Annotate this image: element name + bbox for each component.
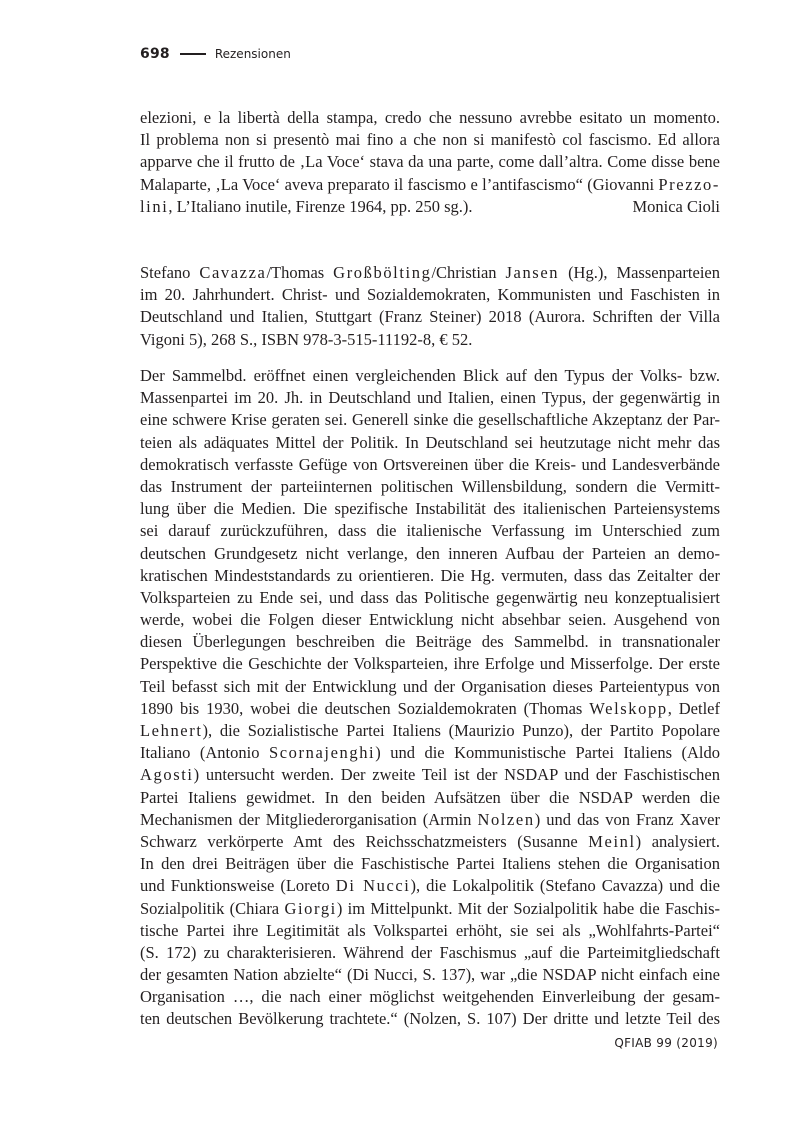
citation-line: im 20. Jahrhundert. Christ- und Sozialdemokraten, Kommunisten und Faschisten in — [140, 285, 720, 305]
journal-footer: QFIAB 99 (2019) — [614, 1036, 718, 1050]
body-line: tische Partei ihre Legitimität als Volkspartei erhöht, sie sei als „Wohlfahrts-Partei“ — [140, 920, 720, 940]
text-line: Il problema non si presentò mai fino a che non si manifestò col fascismo. Ed allora — [140, 130, 720, 150]
body-line: und Funktionsweise (Loreto Di Nucci), die Lokalpolitik (Stefano Cavazza) und die — [140, 876, 720, 896]
body-line: Sozialpolitik (Chiara Giorgi) im Mittelpunkt. Mit der Sozialpolitik habe die Faschis- — [140, 898, 720, 918]
body-line: 1890 bis 1930, wobei die deutschen Sozialdemokraten (Thomas Welskopp, Detlef — [140, 698, 720, 718]
section-title: Rezensionen — [214, 47, 291, 61]
body-line: diesen Überlegungen beschreiben die Beiträge des Sammelbd. in transnationaler — [140, 632, 720, 652]
previous-review-ending — [140, 107, 720, 218]
body-line: Teil befasst sich mit der Entwicklung und der Organisation dieses Parteientypus von — [140, 676, 720, 696]
text-line: apparve che il frutto de ‚La Voce‘ stava da una parte, come dall’altra. Come disse bene — [140, 152, 720, 172]
citation-line: Stefano Cavazza/Thomas Großbölting/Christian Jansen (Hg.), Massenparteien — [140, 263, 720, 282]
body-line: der gesamten Nation abzielte“ (Di Nucci, S. 137), war „die NSDAP nicht einfach eine — [140, 965, 720, 985]
review-author: Monica Cioli — [632, 196, 720, 216]
header-rule — [180, 53, 206, 55]
body-line: sei darauf zurückzuführen, dass die italienische Verfassung im Unterschied zum — [140, 521, 720, 541]
book-citation — [140, 262, 720, 351]
text-line: Malaparte, ‚La Voce‘ aveva preparato il fascismo e l’antifascismo“ (Giovanni Prezzo- — [140, 174, 720, 194]
citation-line: Vigoni 5), 268 S., ISBN 978-3-515-11192-8, € 52. — [140, 329, 473, 349]
text-line: elezioni, e la libertà della stampa, credo che nessuno avrebbe esitato un momento. — [140, 108, 720, 127]
body-line: Italiano (Antonio Scornajenghi) und die Kommunistische Partei Italiens (Aldo — [140, 743, 720, 763]
body-line: Volksparteien zu Ende sei, und dass das Politische gegenwärtig neu konzeptualisiert — [140, 587, 720, 607]
body-line: Agosti) untersucht werden. Der zweite Teil ist der NSDAP und der Faschistischen — [140, 765, 720, 785]
body-line: Organisation …, die nach einer möglichst weitgehenden Einverleibung der gesam- — [140, 987, 720, 1007]
body-line: Partei Italiens gewidmet. In den beiden Aufsätzen über die NSDAP werden die — [140, 787, 720, 807]
body-line: demokratisch verfasste Gefüge von Ortsvereinen über die Kreis- und Landesverbände — [140, 454, 720, 474]
review-body — [140, 365, 720, 1031]
body-line: In den drei Beiträgen über die Faschistische Partei Italiens stehen die Organisation — [140, 854, 720, 874]
body-line: Der Sammelbd. eröffnet einen vergleichenden Blick auf den Typus der Volks- bzw. — [140, 366, 720, 385]
body-line: kratischen Mindeststandards zu orientieren. Die Hg. vermuten, dass das Zeitalter der — [140, 565, 720, 585]
body-line: Mechanismen der Mitgliederorganisation (Armin Nolzen) und das von Franz Xaver — [140, 809, 720, 829]
body-line: (S. 172) zu charakterisieren. Während der Faschismus „auf die Parteimitgliedschaft — [140, 942, 720, 962]
body-line: werde, wobei die Folgen dieser Entwicklung nicht absehbar seien. Ausgehend von — [140, 610, 720, 630]
page-number: 698 — [140, 46, 170, 62]
running-header — [140, 44, 291, 64]
text-line: lini, L’Italiano inutile, Firenze 1964, pp. 250 sg.). Monica Cioli — [140, 196, 720, 218]
body-line: deutschen Grundgesetz nicht verlange, den inneren Aufbau der Parteien an demo- — [140, 543, 720, 563]
body-line: eine schwere Krise geraten sei. Generell sinke die gesellschaftliche Akzeptanz der Par- — [140, 410, 720, 430]
citation-line: Deutschland und Italien, Stuttgart (Franz Steiner) 2018 (Aurora. Schriften der Villa — [140, 307, 720, 327]
body-line: teien als adäquates Mittel der Politik. In Deutschland sei heutzutage nicht mehr das — [140, 432, 720, 452]
body-line: lung über die Medien. Die spezifische Instabilität des italienischen Parteiensystems — [140, 499, 720, 519]
body-line: Perspektive die Geschichte der Volksparteien, ihre Erfolge und Misserfolge. Der erste — [140, 654, 720, 674]
body-line: das Instrument der parteiinternen politischen Willensbildung, sondern die Vermitt- — [140, 476, 720, 496]
body-line: Schwarz verkörperte Amt des Reichsschatzmeisters (Susanne Meinl) analysiert. — [140, 831, 720, 851]
body-line: Massenpartei im 20. Jh. in Deutschland und Italien, einen Typus, der gegenwärtig in — [140, 388, 720, 408]
body-line: ten deutschen Bevölkerung trachtete.“ (Nolzen, S. 107) Der dritte und letzte Teil des — [140, 1009, 720, 1029]
body-line: Lehnert), die Sozialistische Partei Italiens (Maurizio Punzo), der Partito Popolare — [140, 721, 720, 740]
